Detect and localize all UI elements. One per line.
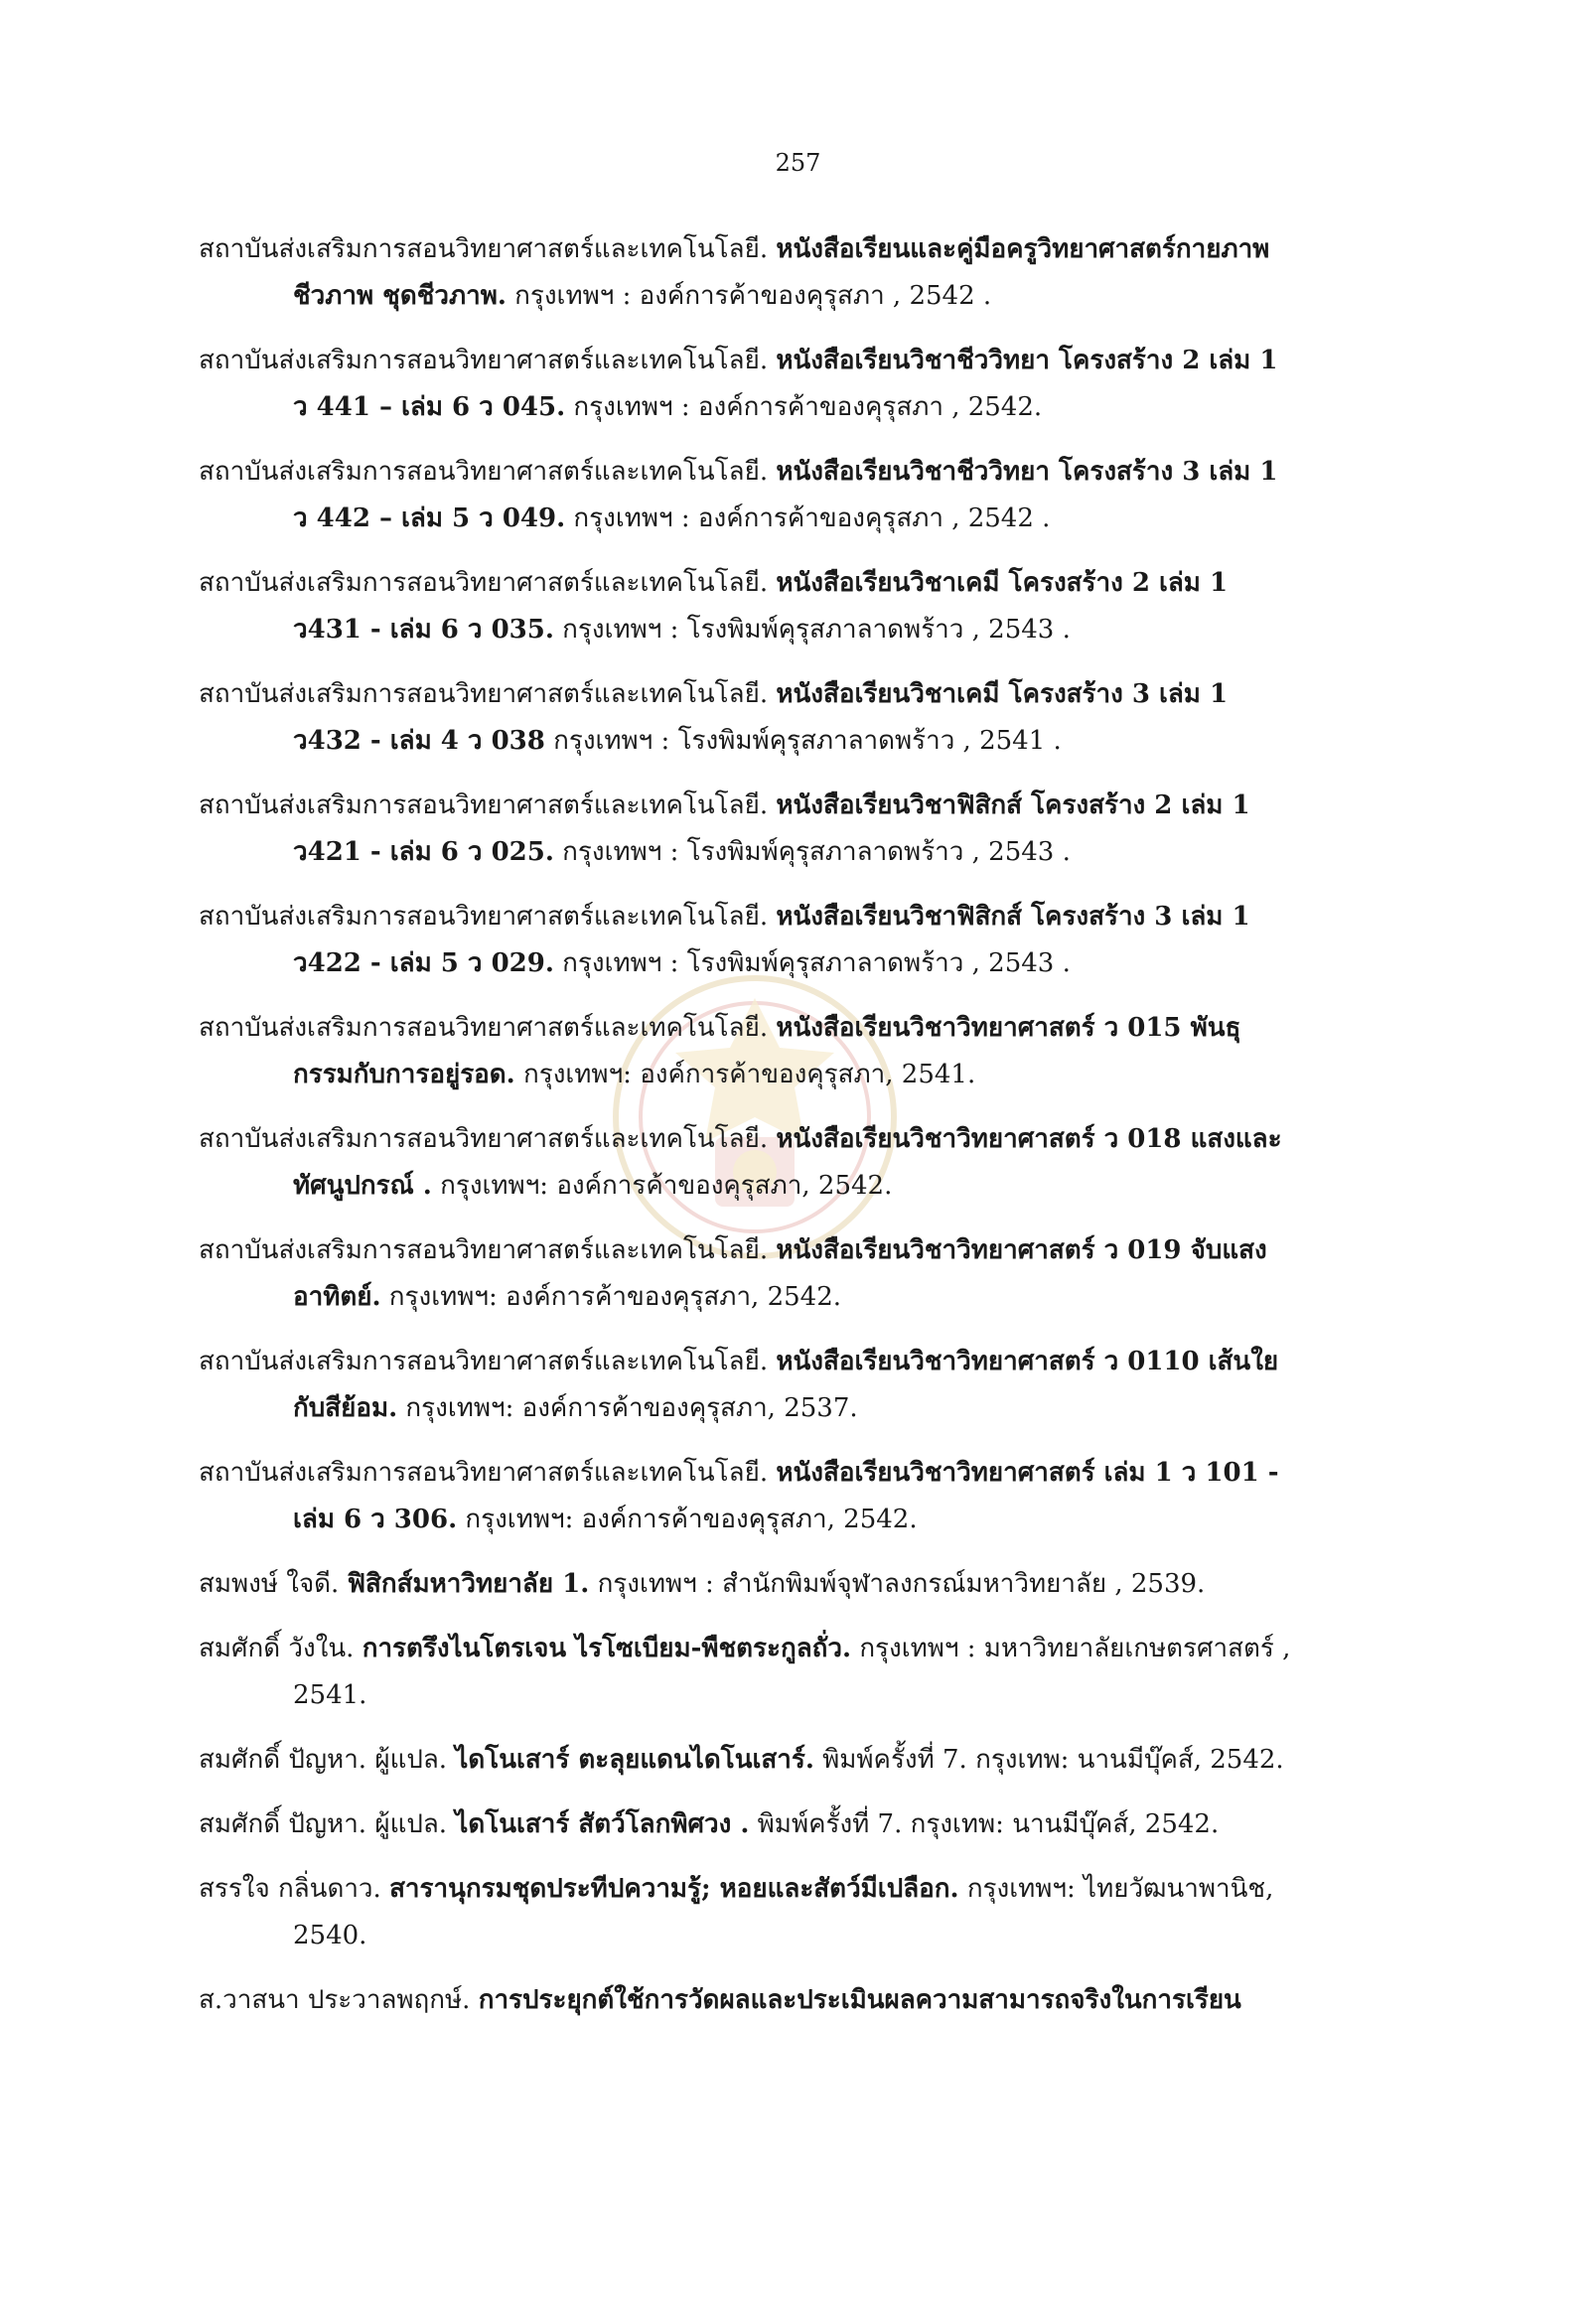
bib-entry: สถาบันส่งเสริมการสอนวิทยาศาสตร์และเทคโนโลยี. หนังสือเรียนวิชาเคมี โครงสร้าง 2 เล่ม 1 ว431 - เล่ม 6 ว 035. กรุงเทพฯ : โรงพิมพ์คุรุสภาลาดพร้าว , 2543 . [199,568,1229,645]
bib-entry: สมศักดิ์ วังใน. การตรึงไนโตรเจน ไรโซเบียม-พืชตระกูลถั่ว. กรุงเทพฯ : มหาวิทยาลัยเกษตรศาสตร์ , 2541. [199,1634,1291,1710]
bib-entry: สถาบันส่งเสริมการสอนวิทยาศาสตร์และเทคโนโลยี. หนังสือเรียนวิชาวิทยาศาสตร์ ว 015 พันธุ กรรมกับการอยู่รอด. กรุงเทพฯ: องค์การค้าของคุรุสภา, 2541. [199,1013,1241,1089]
bib-entry: ส.วาสนา ประวาลพฤกษ์. การประยุกต์ใช้การวัดผลและประเมินผลความสามารถจริงในการเรียน [199,1985,1241,2015]
bib-entry: สถาบันส่งเสริมการสอนวิทยาศาสตร์และเทคโนโลยี. หนังสือเรียนวิชาเคมี โครงสร้าง 3 เล่ม 1 ว432 - เล่ม 4 ว 038 กรุงเทพฯ : โรงพิมพ์คุรุสภาลาดพร้าว , 2541 . [199,679,1229,756]
bib-entry: สมศักดิ์ ปัญหา. ผู้แปล. ไดโนเสาร์ ตะลุยแดนไดโนเสาร์. พิมพ์ครั้งที่ 7. กรุงเทพ: นานมีบุ๊คส์, 2542. [199,1745,1284,1775]
bib-entry: สถาบันส่งเสริมการสอนวิทยาศาสตร์และเทคโนโลยี. หนังสือเรียนวิชาวิทยาศาสตร์ ว 018 แสงและ ทัศนูปกรณ์ . กรุงเทพฯ: องค์การค้าของคุรุสภา, 2542. [199,1124,1282,1201]
bib-entry: สมศักดิ์ ปัญหา. ผู้แปล. ไดโนเสาร์ สัตว์โลกพิศวง . พิมพ์ครั้งที่ 7. กรุงเทพ: นานมีบุ๊คส์, 2542. [199,1809,1220,1839]
bib-entry: สถาบันส่งเสริมการสอนวิทยาศาสตร์และเทคโนโลยี. หนังสือเรียนวิชาวิทยาศาสตร์ ว 0110 เส้นใย กับสีย้อม. กรุงเทพฯ: องค์การค้าของคุรุสภา, 2537. [199,1347,1279,1423]
bib-entry: สมพงษ์ ใจดี. ฟิสิกส์มหาวิทยาลัย 1. กรุงเทพฯ : สำนักพิมพ์จุฬาลงกรณ์มหาวิทยาลัย , 2539. [199,1569,1206,1599]
bib-entry: สถาบันส่งเสริมการสอนวิทยาศาสตร์และเทคโนโลยี. หนังสือเรียนวิชาวิทยาศาสตร์ เล่ม 1 ว 101 - เล่ม 6 ว 306. กรุงเทพฯ: องค์การค้าของคุรุสภา, 2542. [199,1458,1279,1534]
bib-entry: สถาบันส่งเสริมการสอนวิทยาศาสตร์และเทคโนโลยี. หนังสือเรียนวิชาฟิสิกส์ โครงสร้าง 3 เล่ม 1 ว422 - เล่ม 5 ว 029. กรุงเทพฯ : โรงพิมพ์คุรุสภาลาดพร้าว , 2543 . [199,902,1250,978]
bib-entry: สถาบันส่งเสริมการสอนวิทยาศาสตร์และเทคโนโลยี. หนังสือเรียนวิชาวิทยาศาสตร์ ว 019 จับแสง อาทิตย์. กรุงเทพฯ: องค์การค้าของคุรุสภา, 2542. [199,1235,1267,1312]
bib-entry: สถาบันส่งเสริมการสอนวิทยาศาสตร์และเทคโนโลยี. หนังสือเรียนวิชาชีววิทยา โครงสร้าง 2 เล่ม 1 ว 441 – เล่ม 6 ว 045. กรุงเทพฯ : องค์การค้าของคุรุสภา , 2542. [199,346,1278,422]
page-number: 257 [775,149,821,177]
bib-entry: สรรใจ กลิ่นดาว. สารานุกรมชุดประทีปความรู้; หอยและสัตว์มีเปลือก. กรุงเทพฯ: ไทยวัฒนาพานิช, 2540. [199,1874,1274,1950]
bib-entry: สถาบันส่งเสริมการสอนวิทยาศาสตร์และเทคโนโลยี. หนังสือเรียนและคู่มือครูวิทยาศาสตร์กายภาพ ชีวภาพ ชุดชีวภาพ. กรุงเทพฯ : องค์การค้าของคุรุสภา , 2542 . [199,234,1270,311]
bibliography-list [199,226,1420,2042]
bib-entry: สถาบันส่งเสริมการสอนวิทยาศาสตร์และเทคโนโลยี. หนังสือเรียนวิชาฟิสิกส์ โครงสร้าง 2 เล่ม 1 ว421 - เล่ม 6 ว 025. กรุงเทพฯ : โรงพิมพ์คุรุสภาลาดพร้าว , 2543 . [199,791,1250,867]
bib-entry: สถาบันส่งเสริมการสอนวิทยาศาสตร์และเทคโนโลยี. หนังสือเรียนวิชาชีววิทยา โครงสร้าง 3 เล่ม 1 ว 442 – เล่ม 5 ว 049. กรุงเทพฯ : องค์การค้าของคุรุสภา , 2542 . [199,457,1278,533]
